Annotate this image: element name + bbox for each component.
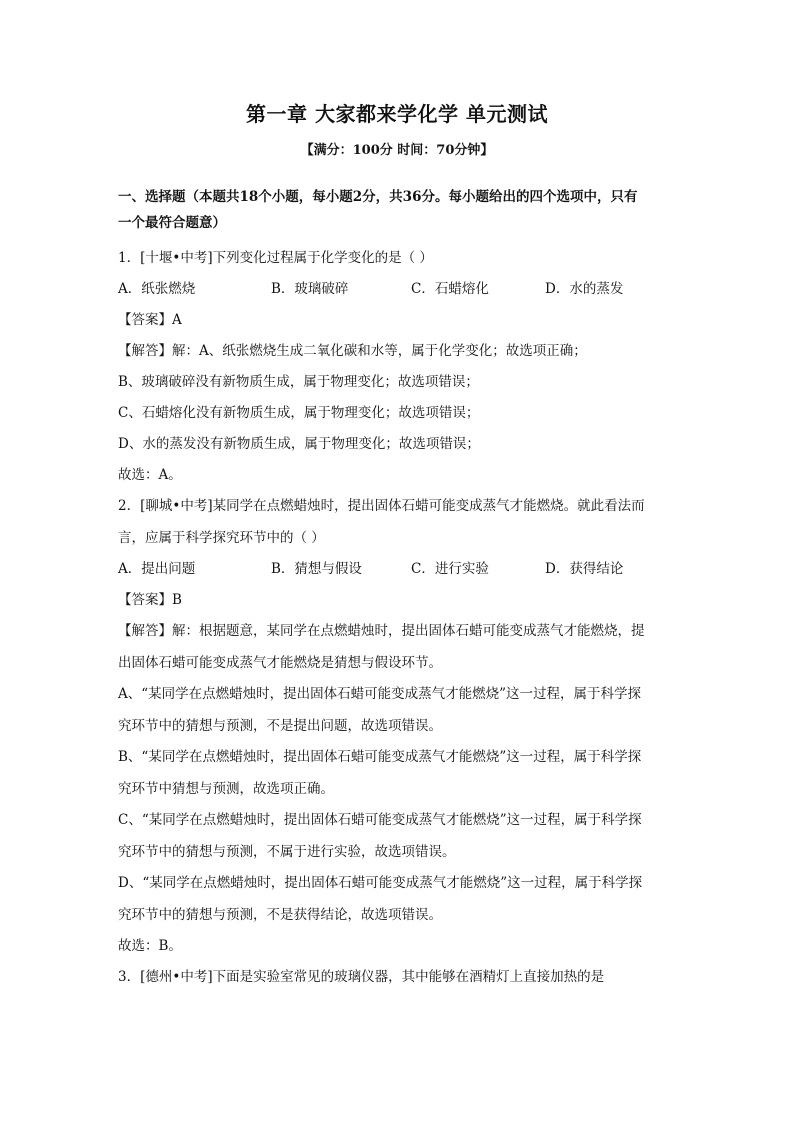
explanation-line: A、“某同学在点燃蜡烛时，提出固体石蜡可能变成蒸气才能燃烧”这一过程，属于科学探: [118, 686, 642, 702]
explanation-line: 究环节中的猜想与预测，不属于进行实验，故选项错误。: [118, 844, 456, 860]
answer-label: 【答案】B: [118, 592, 182, 608]
explanation-line: 【解答】解：根据题意，某同学在点燃蜡烛时，提出固体石蜡可能变成蒸气才能燃烧，提: [118, 623, 645, 639]
section-heading: 一、选择题（本题共18个小题，每小题2分，共36分。每小题给出的四个选项中，只有: [118, 189, 638, 205]
explanation-line: 究环节中猜想与预测，故选项正确。: [118, 781, 334, 797]
explanation-line: C、“某同学在点燃蜡烛时，提出固体石蜡可能变成蒸气才能燃烧”这一过程，属于科学探: [118, 812, 642, 828]
explanation-line: D、水的蒸发没有新物质生成，属于物理变化；故选项错误；: [118, 436, 480, 452]
question-stem: 1．[十堰•中考]下列变化过程属于化学变化的是（ ）: [118, 250, 433, 266]
explanation-line: B、“某同学在点燃蜡烛时，提出固体石蜡可能变成蒸气才能燃烧”这一过程，属于科学探: [118, 749, 642, 765]
option-a: A．提出问题: [118, 561, 196, 577]
section-heading-cont: 一个最符合题意）: [118, 215, 226, 231]
page-subtitle: 【满分：100分 时间：70分钟】: [300, 143, 494, 158]
explanation-line: 【解答】解：A、纸张燃烧生成二氧化碳和水等，属于化学变化；故选项正确；: [118, 343, 587, 359]
question-stem: 2．[聊城•中考]某同学在点燃蜡烛时，提出固体石蜡可能变成蒸气才能燃烧。就此看法而: [118, 498, 645, 514]
explanation-line: D、“某同学在点燃蜡烛时，提出固体石蜡可能变成蒸气才能燃烧”这一过程，属于科学探: [118, 875, 643, 891]
answer-label: 【答案】A: [118, 312, 182, 328]
option-d: D．水的蒸发: [545, 281, 624, 297]
explanation-line: 故选：B。: [118, 938, 182, 954]
document-body: [118, 186, 676, 997]
question-3: [118, 966, 676, 997]
explanation-line: 故选：A。: [118, 467, 182, 483]
option-b: B．玻璃破碎: [271, 281, 349, 297]
question-stem: 3．[德州•中考]下面是实验室常见的玻璃仪器，其中能够在酒精灯上直接加热的是: [118, 969, 605, 985]
explanation-line: 究环节中的猜想与预测，不是提出问题，故选项错误。: [118, 718, 442, 734]
option-d: D．获得结论: [545, 561, 624, 577]
explanation-line: 究环节中的猜想与预测，不是获得结论，故选项错误。: [118, 907, 442, 923]
option-c: C．进行实验: [411, 561, 489, 577]
option-c: C．石蜡熔化: [411, 281, 489, 297]
explanation-line: B、玻璃破碎没有新物质生成，属于物理变化；故选项错误；: [118, 374, 479, 390]
question-stem: 言，应属于科学探究环节中的（ ）: [118, 530, 325, 546]
option-row: [118, 278, 676, 309]
option-a: A．纸张燃烧: [118, 281, 196, 297]
page-title: 第一章 大家都来学化学 单元测试: [246, 102, 548, 126]
option-b: B．猜想与假设: [271, 561, 362, 577]
explanation-line: 出固体石蜡可能变成蒸气才能燃烧是猜想与假设环节。: [118, 655, 442, 671]
option-row: [118, 558, 676, 589]
question-2: [118, 495, 676, 966]
question-1: [118, 247, 676, 495]
explanation-line: C、石蜡熔化没有新物质生成，属于物理变化；故选项错误；: [118, 405, 480, 421]
